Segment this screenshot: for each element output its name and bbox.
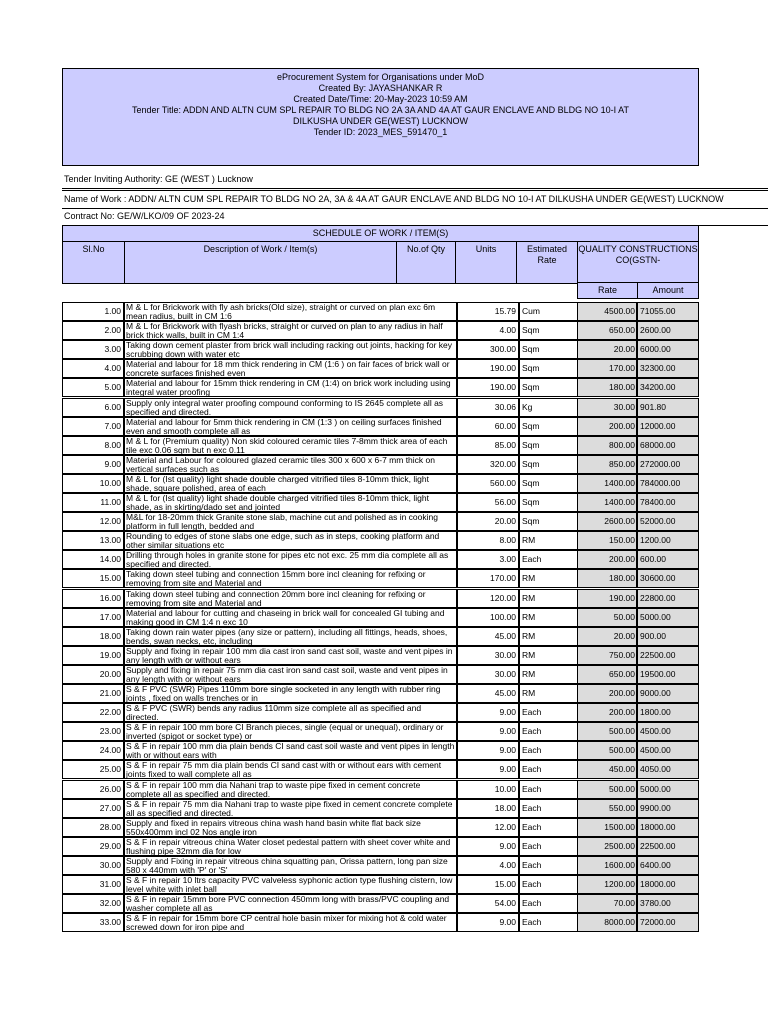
table-row	[62, 475, 699, 494]
rate-cell: 1400.00	[577, 474, 637, 493]
sl-cell: 10.00	[62, 474, 124, 493]
table-row	[62, 704, 699, 723]
sl-cell: 28.00	[62, 818, 124, 837]
rate-cell: 20.00	[577, 627, 637, 646]
units-cell: Each	[519, 837, 579, 856]
description-cell: S & F in repair 75 mm dia plain bends CI sand cast with or without ears with cement joints fixed to wall complete all as	[124, 760, 457, 779]
qty-cell: 560.00	[457, 474, 519, 493]
amount-cell: 30600.00	[637, 569, 699, 588]
table-row	[62, 399, 699, 418]
amount-cell: 18000.00	[637, 818, 699, 837]
sl-cell: 6.00	[62, 398, 124, 417]
rate-cell: 200.00	[577, 417, 637, 436]
units-cell: Sqm	[519, 378, 579, 397]
qty-cell: 9.00	[457, 913, 519, 932]
table-row	[62, 876, 699, 895]
qty-cell: 18.00	[457, 799, 519, 818]
units-cell: Each	[519, 913, 579, 932]
amount-cell: 68000.00	[637, 436, 699, 455]
table-row	[62, 819, 699, 838]
rate-cell: 200.00	[577, 703, 637, 722]
sl-cell: 33.00	[62, 913, 124, 932]
table-row	[62, 590, 699, 609]
table-row	[62, 513, 699, 532]
col-desc-header: Description of Work / Item(s)	[124, 242, 397, 284]
amount-cell: 600.00	[637, 550, 699, 569]
units-cell: Sqm	[519, 474, 579, 493]
units-cell: Each	[519, 741, 579, 760]
created-by: Created By: JAYASHANKAR R	[318, 83, 443, 93]
description-cell: Rounding to edges of stone slabs one edge, such as in steps, cooking platform and other similar situations etc	[124, 531, 457, 550]
description-cell: M&L for 18-20mm thick Granite stone slab, machine cut and polished as in cooking platform in full length, bedded and	[124, 512, 457, 531]
rate-cell: 450.00	[577, 760, 637, 779]
qty-cell: 4.00	[457, 321, 519, 340]
description-cell: Supply and fixed in repairs vitreous china wash hand basin white flat back size 550x400mm incl 02 Nos angle iron	[124, 818, 457, 837]
rate-cell: 30.00	[577, 398, 637, 417]
sl-cell: 23.00	[62, 722, 124, 741]
rate-cell: 20.00	[577, 340, 637, 359]
sl-cell: 29.00	[62, 837, 124, 856]
units-cell: Sqm	[519, 359, 579, 378]
sl-cell: 2.00	[62, 321, 124, 340]
amount-cell: 5000.00	[637, 780, 699, 799]
units-cell: RM	[519, 665, 579, 684]
sl-cell: 31.00	[62, 875, 124, 894]
description-cell: Drilling through holes in granite stone for pipes etc not exc. 25 mm dia complete all as specified and directed.	[124, 550, 457, 569]
description-cell: S & F in repair 15mm bore PVC connection 450mm long with brass/PVC coupling and washer complete all as	[124, 894, 457, 913]
sl-cell: 5.00	[62, 378, 124, 397]
rate-cell: 550.00	[577, 799, 637, 818]
rate-cell: 200.00	[577, 684, 637, 703]
amount-cell: 71055.00	[637, 302, 699, 321]
rate-cell: 1600.00	[577, 856, 637, 875]
sl-cell: 15.00	[62, 569, 124, 588]
amount-cell: 1800.00	[637, 703, 699, 722]
col-est-header: Estimated Rate	[516, 242, 578, 284]
qty-cell: 9.00	[457, 703, 519, 722]
qty-cell: 60.00	[457, 417, 519, 436]
col-rate-header: Rate	[577, 282, 638, 299]
rate-cell: 650.00	[577, 321, 637, 340]
units-cell: RM	[519, 569, 579, 588]
description-cell: Taking down steel tubing and connection 20mm bore incl cleaning for refixing or removing from site and Material and	[124, 589, 457, 608]
amount-cell: 4500.00	[637, 722, 699, 741]
table-row	[62, 437, 699, 456]
description-cell: Material and labour for 5mm thick rendering in CM (1:3 ) on ceiling surfaces finished even and smooth complete all as	[124, 417, 457, 436]
qty-cell: 100.00	[457, 608, 519, 627]
description-cell: M & L for (Ist quality) light shade double charged vitrified tiles 8-10mm thick, light shade, as in skirting/dado set and jointed	[124, 493, 457, 512]
description-cell: Supply and Fixing in repair vitreous china squatting pan, Orissa pattern, long pan size 580 x 440mm with 'P' or 'S'	[124, 856, 457, 875]
table-row	[62, 609, 699, 628]
tender-title: Tender Title: ADDN AND ALTN CUM SPL REPAIR TO BLDG NO 2A 3A AND 4A AT GAUR ENCLAVE AND BLDG NO 10-I AT	[131, 105, 629, 115]
description-cell: Material and labour for 15mm thick rendering in CM (1:4) on brick work including using integral water proofing	[124, 378, 457, 397]
sl-cell: 12.00	[62, 512, 124, 531]
qty-cell: 8.00	[457, 531, 519, 550]
sl-cell: 14.00	[62, 550, 124, 569]
description-cell: Material and labour for 18 mm thick rendering in CM (1:6 ) on fair faces of brick wall or concrete surfaces finished even	[124, 359, 457, 378]
description-cell: S & F in repair vitreous china Water closet pedestal pattern with sheet cover white and flushing pipe 32mm dia for low	[124, 837, 457, 856]
units-cell: Each	[519, 856, 579, 875]
rate-cell: 170.00	[577, 359, 637, 378]
sl-cell: 17.00	[62, 608, 124, 627]
amount-cell: 784000.00	[637, 474, 699, 493]
units-cell: Each	[519, 550, 579, 569]
tender-title-cont: DILKUSHA UNDER GE(WEST) LUCKNOW	[292, 116, 469, 126]
table-row	[62, 838, 699, 857]
table-row	[62, 781, 699, 800]
amount-cell: 72000.00	[637, 913, 699, 932]
amount-cell: 78400.00	[637, 493, 699, 512]
sl-cell: 22.00	[62, 703, 124, 722]
qty-cell: 85.00	[457, 436, 519, 455]
qty-cell: 30.00	[457, 665, 519, 684]
sl-cell: 30.00	[62, 856, 124, 875]
description-cell: M & L for (Premium quality) Non skid coloured ceramic tiles 7-8mm thick area of each tile exc 0.06 sqm but n exc 0.11	[124, 436, 457, 455]
qty-cell: 190.00	[457, 359, 519, 378]
qty-cell: 170.00	[457, 569, 519, 588]
table-row	[62, 532, 699, 551]
amount-cell: 5000.00	[637, 608, 699, 627]
table-row	[62, 685, 699, 704]
sl-cell: 18.00	[62, 627, 124, 646]
amount-cell: 19500.00	[637, 665, 699, 684]
amount-cell: 4500.00	[637, 741, 699, 760]
units-cell: Each	[519, 703, 579, 722]
qty-cell: 9.00	[457, 760, 519, 779]
qty-cell: 54.00	[457, 894, 519, 913]
amount-cell: 22800.00	[637, 589, 699, 608]
rate-cell: 70.00	[577, 894, 637, 913]
units-cell: Each	[519, 722, 579, 741]
qty-cell: 20.00	[457, 512, 519, 531]
qty-cell: 10.00	[457, 780, 519, 799]
rate-cell: 650.00	[577, 665, 637, 684]
rate-cell: 1500.00	[577, 818, 637, 837]
table-row	[62, 303, 699, 322]
qty-cell: 120.00	[457, 589, 519, 608]
description-cell: S & F in repair 100 mm dia plain bends CI sand cast soil waste and vent pipes in length with or without ears with	[124, 741, 457, 760]
rate-cell: 800.00	[577, 436, 637, 455]
amount-cell: 6000.00	[637, 340, 699, 359]
qty-cell: 30.00	[457, 646, 519, 665]
qty-cell: 15.00	[457, 875, 519, 894]
qty-cell: 320.00	[457, 455, 519, 474]
rate-cell: 150.00	[577, 531, 637, 550]
description-cell: S & F in repair 10 ltrs capacity PVC valveless syphonic action type flushing cistern, low level white with inlet ball	[124, 875, 457, 894]
table-row	[62, 322, 699, 341]
sl-cell: 7.00	[62, 417, 124, 436]
amount-cell: 18000.00	[637, 875, 699, 894]
description-cell: S & F PVC (SWR) Pipes 110mm bore single socketed in any length with rubber ring joints , fixed on walls trenches or in	[124, 684, 457, 703]
qty-cell: 9.00	[457, 722, 519, 741]
table-row	[62, 360, 699, 379]
table-row	[62, 666, 699, 685]
amount-cell: 9000.00	[637, 684, 699, 703]
units-cell: Cum	[519, 302, 579, 321]
amount-cell: 272000.00	[637, 455, 699, 474]
rate-cell: 190.00	[577, 589, 637, 608]
col-sl-header: Sl.No	[62, 242, 125, 284]
sl-cell: 9.00	[62, 455, 124, 474]
description-cell: S & F in repair 75 mm dia Nahani trap to waste pipe fixed in cement concrete complete all as specified and directed.	[124, 799, 457, 818]
table-row	[62, 800, 699, 819]
qty-cell: 9.00	[457, 837, 519, 856]
qty-cell: 9.00	[457, 741, 519, 760]
sl-cell: 3.00	[62, 340, 124, 359]
rate-cell: 500.00	[577, 722, 637, 741]
description-cell: Taking down cement plaster from brick wall including racking out joints, hacking for key scrubbing down with water etc	[124, 340, 457, 359]
sl-cell: 21.00	[62, 684, 124, 703]
description-cell: S & F in repair for 15mm bore CP central hole basin mixer for mixing hot & cold water screwed down for iron pipe and	[124, 913, 457, 932]
description-cell: Taking down steel tubing and connection 15mm bore incl cleaning for refixing or removing from site and Material and	[124, 569, 457, 588]
sl-cell: 11.00	[62, 493, 124, 512]
units-cell: RM	[519, 646, 579, 665]
qty-cell: 15.79	[457, 302, 519, 321]
rate-cell: 2600.00	[577, 512, 637, 531]
units-cell: RM	[519, 608, 579, 627]
sl-cell: 13.00	[62, 531, 124, 550]
rate-cell: 180.00	[577, 569, 637, 588]
amount-cell: 1200.00	[637, 531, 699, 550]
name-of-work: Name of Work : ADDN/ ALTN CUM SPL REPAIR TO BLDG NO 2A, 3A & 4A AT GAUR ENCLAVE AND BLDG NO 10-I AT DILKUSHA UNDER GE(WEST) LUCKNOW	[62, 190, 768, 209]
qty-cell: 300.00	[457, 340, 519, 359]
amount-cell: 901.80	[637, 398, 699, 417]
description-cell: S & F in repair 100 mm dia Nahani trap to waste pipe fixed in cement concrete complete all as specified and directed.	[124, 780, 457, 799]
amount-cell: 52000.00	[637, 512, 699, 531]
amount-cell: 22500.00	[637, 646, 699, 665]
units-cell: Sqm	[519, 512, 579, 531]
qty-cell: 190.00	[457, 378, 519, 397]
sl-cell: 26.00	[62, 780, 124, 799]
col-units-header: Units	[455, 242, 517, 284]
sl-cell: 20.00	[62, 665, 124, 684]
table-row	[62, 647, 699, 666]
qty-cell: 45.00	[457, 684, 519, 703]
units-cell: Sqm	[519, 417, 579, 436]
units-cell: Each	[519, 780, 579, 799]
contract-no: Contract No: GE/W/LKO/09 OF 2023-24	[62, 208, 768, 226]
sl-cell: 32.00	[62, 894, 124, 913]
tender-id: Tender ID: 2023_MES_591470_1	[313, 127, 448, 137]
table-row	[62, 418, 699, 437]
rate-cell: 1200.00	[577, 875, 637, 894]
sl-cell: 27.00	[62, 799, 124, 818]
rate-cell: 50.00	[577, 608, 637, 627]
units-cell: Sqm	[519, 436, 579, 455]
amount-cell: 6400.00	[637, 856, 699, 875]
qty-cell: 12.00	[457, 818, 519, 837]
table-row	[62, 742, 699, 761]
units-cell: Each	[519, 818, 579, 837]
units-cell: RM	[519, 589, 579, 608]
description-cell: M & L for (Ist quality) light shade double charged vitrified tiles 8-10mm thick, light shade, square polished, area of each	[124, 474, 457, 493]
col-qty-header: No.of Qty	[396, 242, 456, 284]
sl-cell: 8.00	[62, 436, 124, 455]
amount-cell: 32300.00	[637, 359, 699, 378]
table-row	[62, 628, 699, 647]
rate-cell: 1400.00	[577, 493, 637, 512]
amount-cell: 34200.00	[637, 378, 699, 397]
qty-cell: 56.00	[457, 493, 519, 512]
table-row	[62, 379, 699, 398]
amount-cell: 12000.00	[637, 417, 699, 436]
qty-cell: 4.00	[457, 856, 519, 875]
qty-cell: 45.00	[457, 627, 519, 646]
description-cell: M & L for Brickwork with fly ash bricks(Old size), straight or curved on plan exc 6m mean radius, built in CM 1:6	[124, 302, 457, 321]
col-amount-header: Amount	[637, 282, 699, 299]
description-cell: M & L for Brickwork with flyash bricks, straight or curved on plan to any radius in half brick thick walls, built in CM 1:4	[124, 321, 457, 340]
units-cell: Each	[519, 875, 579, 894]
sl-cell: 4.00	[62, 359, 124, 378]
description-cell: Supply and fixing in repair 100 mm dia cast iron sand cast soil, waste and vent pipes in any length with or without ears	[124, 646, 457, 665]
amount-cell: 2600.00	[637, 321, 699, 340]
units-cell: Each	[519, 799, 579, 818]
tender-header	[62, 68, 699, 166]
units-cell: Sqm	[519, 455, 579, 474]
rate-cell: 750.00	[577, 646, 637, 665]
amount-cell: 22500.00	[637, 837, 699, 856]
description-cell: Taking down rain water pipes (any size or pattern), including all fittings, heads, shoes, bends, swan necks, etc, including	[124, 627, 457, 646]
table-row	[62, 914, 699, 933]
tender-inviting-authority: Tender Inviting Authority: GE (WEST ) Lucknow	[62, 171, 768, 189]
rate-cell: 180.00	[577, 378, 637, 397]
description-cell: Supply and fixing in repair 75 mm dia cast iron sand cast soil, waste and vent pipes in any length with or without ears	[124, 665, 457, 684]
sl-cell: 25.00	[62, 760, 124, 779]
table-row	[62, 551, 699, 570]
rate-cell: 850.00	[577, 455, 637, 474]
table-row	[62, 341, 699, 360]
units-cell: Each	[519, 760, 579, 779]
amount-cell: 900.00	[637, 627, 699, 646]
rate-cell: 200.00	[577, 550, 637, 569]
table-row	[62, 456, 699, 475]
sl-cell: 16.00	[62, 589, 124, 608]
units-cell: Sqm	[519, 493, 579, 512]
description-cell: S & F PVC (SWR) bends any radius 110mm size complete all as specified and directed.	[124, 703, 457, 722]
table-row	[62, 570, 699, 589]
description-cell: S & F in repair 100 mm bore CI Branch pieces, single (equal or unequal), ordinary or inverted (spigot or socket type) or	[124, 722, 457, 741]
created-date: Created Date/Time: 20-May-2023 10:59 AM	[293, 94, 468, 104]
units-cell: Kg	[519, 398, 579, 417]
qty-cell: 30.06	[457, 398, 519, 417]
amount-cell: 4050.00	[637, 760, 699, 779]
sl-cell: 19.00	[62, 646, 124, 665]
rate-cell: 8000.00	[577, 913, 637, 932]
table-row	[62, 857, 699, 876]
amount-cell: 3780.00	[637, 894, 699, 913]
rate-cell: 2500.00	[577, 837, 637, 856]
units-cell: RM	[519, 531, 579, 550]
table-row	[62, 761, 699, 780]
rate-cell: 500.00	[577, 741, 637, 760]
rate-cell: 500.00	[577, 780, 637, 799]
description-cell: Supply only integral water proofing compound conforming to IS 2645 complete all as specified and directed.	[124, 398, 457, 417]
qty-cell: 3.00	[457, 550, 519, 569]
rate-cell: 4500.00	[577, 302, 637, 321]
schedule-heading: SCHEDULE OF WORK / ITEM(S)	[62, 225, 699, 242]
units-cell: RM	[519, 684, 579, 703]
bidder-header: QUALITY CONSTRUCTIONS CO(GSTN-	[577, 242, 699, 284]
units-cell: Sqm	[519, 321, 579, 340]
units-cell: Sqm	[519, 340, 579, 359]
table-row	[62, 494, 699, 513]
units-cell: Each	[519, 894, 579, 913]
amount-cell: 9900.00	[637, 799, 699, 818]
system-title: eProcurement System for Organisations under MoD	[276, 72, 485, 82]
sl-cell: 24.00	[62, 741, 124, 760]
units-cell: RM	[519, 627, 579, 646]
description-cell: Material and Labour for coloured glazed ceramic tiles 300 x 600 x 6-7 mm thick on vertical surfaces such as	[124, 455, 457, 474]
table-row	[62, 723, 699, 742]
description-cell: Material and labour for cutting and chaseing in brick wall for concealed GI tubing and making good in CM 1:4 n exc 10	[124, 608, 457, 627]
table-row	[62, 895, 699, 914]
sl-cell: 1.00	[62, 302, 124, 321]
